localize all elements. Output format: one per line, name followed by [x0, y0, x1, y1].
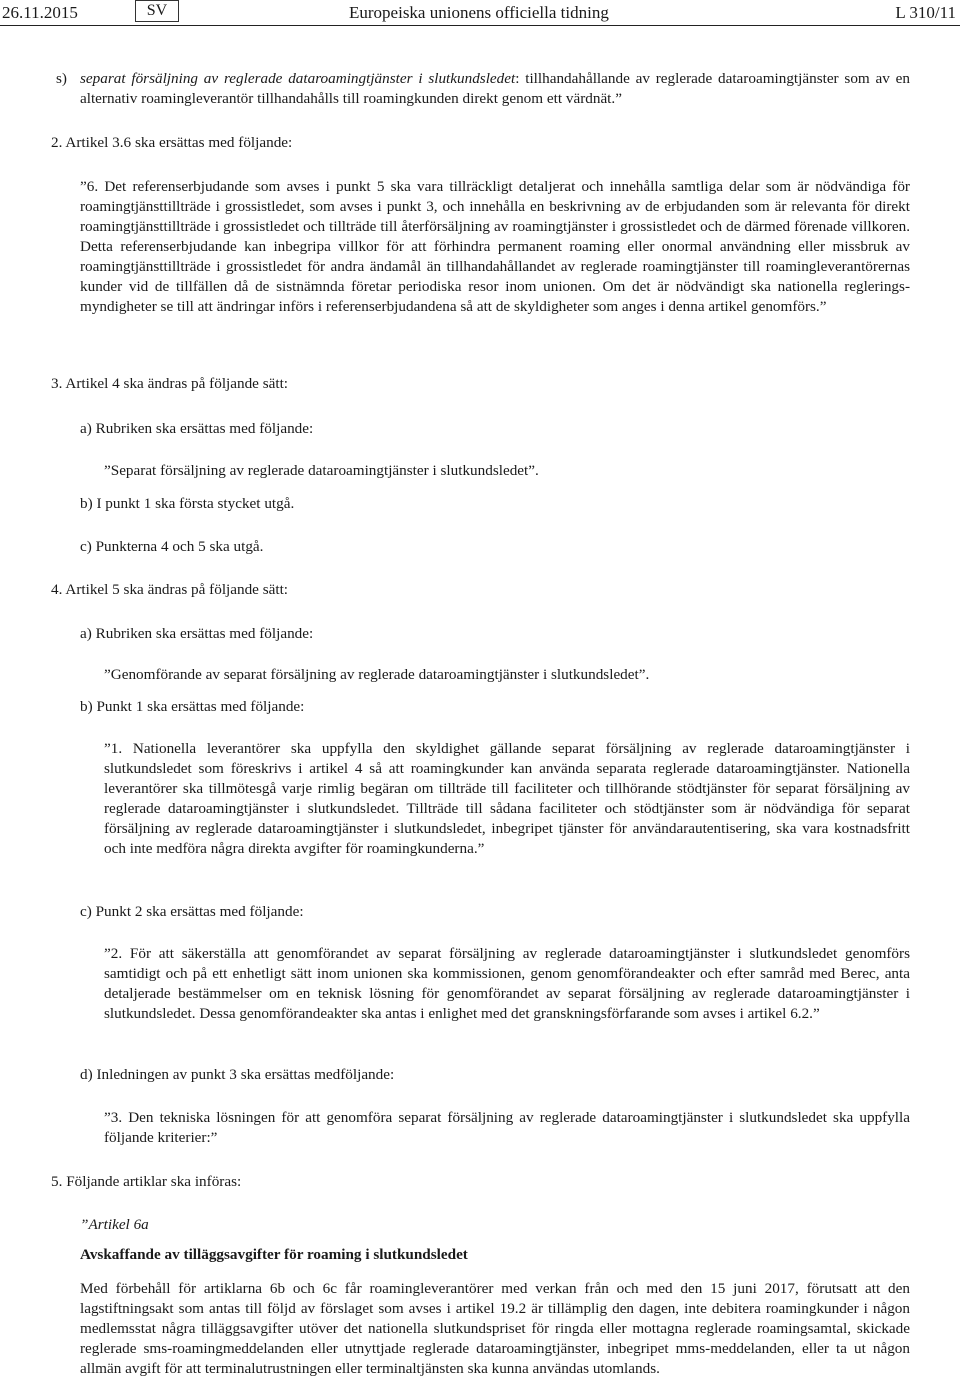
- item-s: [80, 69, 910, 109]
- point-5-heading: 5. Följande artiklar ska införas:: [51, 1173, 242, 1190]
- item-s-italic: separat försäljning av reglerade dataroamingtjänster i slutkundsledet: [80, 70, 516, 87]
- point-4-c-quote: ”2. För att säkerställa att genomförandet av separat försäljning av reglerade dataroamingtjänster i slutkundsledet genomförs samtidigt och på ett enhetligt sätt inom unionen ska kommissionen, genom genomförandeakter och efter samråd med Berec, anta detaljerade bestämmelser om en teknisk lösning för genomförandet av separat försäljning av reglerade dataroamingtjänster i slutkundsledet. Dessa genomförandeakter ska antas i enlighet med det granskningsförfarande som avses i artikel 6.2.”: [104, 945, 910, 1022]
- point-4-d-quote: ”3. Den tekniska lösningen för att genomföra separat försäljning av reglerade dataroamingtjänster i slutkundsledet ska uppfylla följande kriterier:”: [104, 1109, 910, 1146]
- article-6a-title: Avskaffande av tilläggsavgifter för roaming i slutkundsledet: [80, 1246, 468, 1263]
- journal-title: Europeiska unionens officiella tidning: [349, 3, 609, 22]
- item-s-label: s): [56, 70, 67, 87]
- point-4-a-quote: ”Genomförande av separat försäljning av reglerade dataroamingtjänster i slutkundsledet”.: [104, 666, 650, 683]
- point-4-b-label: b) Punkt 1 ska ersättas med följande:: [80, 698, 305, 715]
- point-3-a-label: a) Rubriken ska ersättas med följande:: [80, 420, 314, 437]
- point-3-heading: 3. Artikel 4 ska ändras på följande sätt:: [51, 375, 289, 392]
- language-badge: SV: [135, 0, 179, 22]
- publication-date: 26.11.2015: [2, 3, 78, 22]
- page-reference: L 310/11: [895, 3, 956, 22]
- header-rule: [0, 25, 960, 26]
- point-4-a-label: a) Rubriken ska ersättas med följande:: [80, 625, 314, 642]
- point-4-d-label: d) Inledningen av punkt 3 ska ersättas medföljande:: [80, 1066, 395, 1083]
- point-3-b: b) I punkt 1 ska första stycket utgå.: [80, 495, 295, 512]
- point-4-b-quote: ”1. Nationella leverantörer ska uppfylla den skyldighet gällande separat försäljning av reglerade dataroamingtjänster i slutkundsledet som föreskrivs i artikel 4 så att roamingkunder kan använda separata reglerade dataroamingtjänster. Nationella leverantörer ska tillmötesgå varje rimlig begäran om tillträde till faciliteter och tillhörande stödtjänster för separat försäljning av reglerade dataroamingtjänster i slutkundsledet. Tillträde till sådana faciliteter och stödtjänster som är nödvändiga för separat försäljning av reglerade dataroamingtjänster i slutkundsledet, inbegripet tjänster för användarautentisering, ska vara kostnadsfritt och inte medföra några direkta avgifter för roamingkunderna.”: [104, 740, 910, 857]
- article-6a-paragraph: Med förbehåll för artiklarna 6b och 6c får roamingleverantörer med verkan från och med den 15 juni 2017, förutsatt att den lagstiftningsakt som antas till följd av förslaget som avses i artikel 19.2 är tillämplig den dagen, inte debitera roamingkunder i någon medlemsstat några tilläggsavgifter utöver det nationella slutkundspriset för ringda eller mottagna reglerade roamingsamtal, skickade reglerade sms-roamingmeddelanden eller utnyttjade reglerade dataroamingtjänster, inbegripet mms-meddelanden, eller ta ut någon allmän avgift för att terminalutrustningen eller terminaltjänsten ska kunna användas utomlands.: [80, 1280, 910, 1377]
- point-2-paragraph: ”6. Det referenserbjudande som avses i punkt 5 ska vara tillräckligt detaljerat och innehålla samtliga delar som är nödvändiga för roamingtjänsttillträde i grossistledet, som avses i punkt 3, och innehålla en beskrivning av de erbjudanden som är relevanta för direkt roamingtjänsttillträde i grossistledet och tillträde till återförsäljning av roamingtjänster i grossistledet och de därmed förenade villkoren. Detta referenserbjudande kan inbegripa villkor för att förhindra permanent roaming eller onormal användning eller missbruk av roamingtjänsttillträde i grossistledet för andra ändamål än tillhandahållandet av reglerade roamingtjänster till roamingleverantörernas kunder vid de tillfällen då de sistnämnda företar periodiska resor inom unionen. Om det är nödvändigt ska nationella regleringsmyndigheter se till att ändringar införs i referenserbjudandena så att de skyldigheter som anges i denna artikel genomförs.”: [80, 178, 910, 315]
- point-3-c: c) Punkterna 4 och 5 ska utgå.: [80, 538, 264, 555]
- point-4-heading: 4. Artikel 5 ska ändras på följande sätt:: [51, 581, 289, 598]
- point-4-c-label: c) Punkt 2 ska ersättas med följande:: [80, 903, 304, 920]
- item-s-text: separat försäljning av reglerade dataroamingtjänster i slutkundsledet: tillhandahållande av reglerade dataroamingtjänster som av en alternativ roamingleverantör tillhandahålls till roamingkunden direkt genom ett värdnät.”: [80, 70, 910, 107]
- point-3-a-quote: ”Separat försäljning av reglerade dataroamingtjänster i slutkundsledet”.: [104, 462, 539, 479]
- article-6a-label: ”Artikel 6a: [80, 1216, 149, 1233]
- journal-header: [0, 0, 960, 24]
- point-2-heading: 2. Artikel 3.6 ska ersättas med följande:: [51, 134, 293, 151]
